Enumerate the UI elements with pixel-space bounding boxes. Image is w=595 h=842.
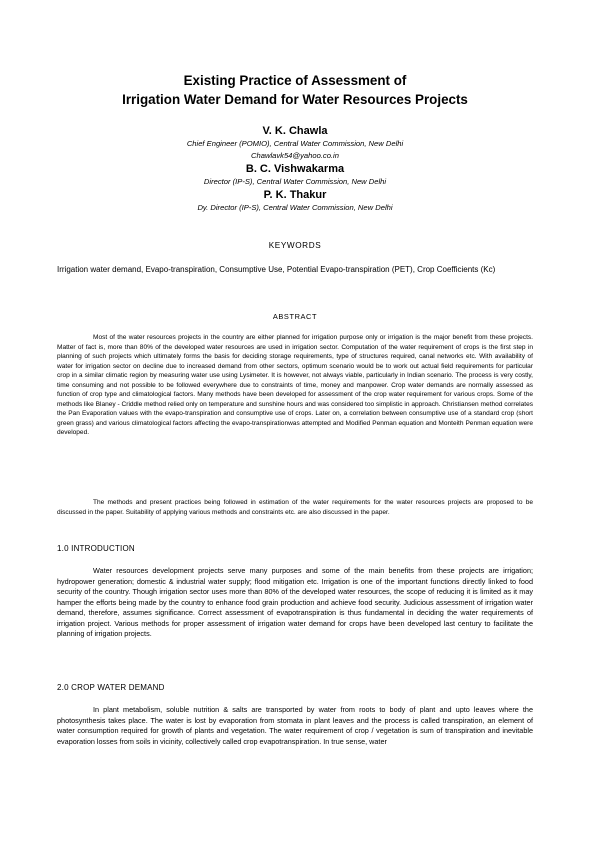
abstract-paragraph-2: The methods and present practices being followed in estimation of the water requirements for the water resources projects are proposed to be discussed in the paper. Suitability of applying various methods and constraints etc. are also discussed in the paper.	[57, 499, 533, 516]
author-affiliation-3: Dy. Director (IP-S), Central Water Commission, New Delhi	[197, 203, 393, 212]
section-heading-crop-water-demand: 2.0 CROP WATER DEMAND	[57, 683, 165, 692]
author-name-2: B. C. Vishwakarma	[245, 163, 345, 175]
title-line-1: Existing Practice of Assessment of	[183, 73, 407, 88]
abstract-heading: ABSTRACT	[272, 312, 318, 321]
author-affiliation-2: Director (IP-S), Central Water Commission, New Delhi	[203, 177, 387, 186]
keywords-heading: KEYWORDS	[268, 241, 322, 250]
section-text-crop-water-demand: In plant metabolism, soluble nutrition & salts are transported by water from roots to body of plant and upto leaves where the photosynthesis takes place. The water is lost by evaporation from stomata in plant leaves and the process is called transpiration, an element of water consumption required for growth of plants and vegetation. The water requirement of crop / vegetation is sum of transpiration and inevitable evaporation losses from soils in vicinity, collectively called crop evapotranspiration. In true sense, water	[57, 705, 533, 746]
section-text-introduction: Water resources development projects serve many purposes and some of the main benefits from these projects are irrigation; hydropower generation; domestic & industrial water supply; flood mitigation etc. Irrigation is one of the important functions directly linked to food security of the country. Though irrigation sector uses more than 80% of the developed water resources, the scope of reducing it is limited as it may hamper the efforts being made by the country to enhance food grain production and achieve food security. Judicious assessment of irrigation water demand, therefore, assumes significance. Correct assessment of evapotranspiration is thus fundamental in deciding the water requirements of irrigation project. Various methods for proper assessment of irrigation water demand for crops have been developed last century to facilitate the planning of irrigation projects.	[57, 566, 533, 638]
author-affiliation-1: Chief Engineer (POMIO), Central Water Commission, New Delhi	[186, 139, 404, 148]
keywords-text: Irrigation water demand, Evapo-transpiration, Consumptive Use, Potential Evapo-transpiration (PET), Crop Coefficients (Kc)	[57, 265, 496, 274]
author-email-1: Chawlavk54@yahoo.co.in	[251, 151, 339, 160]
title-line-2: Irrigation Water Demand for Water Resources Projects	[122, 92, 468, 107]
author-block	[57, 124, 533, 214]
author-name-1: V. K. Chawla	[262, 125, 328, 137]
paper-title	[57, 71, 533, 109]
section-heading-introduction: 1.0 INTRODUCTION	[57, 544, 135, 553]
abstract-paragraph-1: Most of the water resources projects in the country are either planned for irrigation purpose only or irrigation is the major benefit from these projects. Matter of fact is, more than 80% of the developed water resources are used in irrigation sector. Computation of the water requirement of crops is the first step in planning of such projects which ultimately forms the basis for deciding storage requirements, type of structures required, canal networks etc. With availability of water for irrigation sector on decline due to increased demand from other sectors, optimum scenario would be to work out actual field requirements for particular crop in a similar climatic region by measuring water use using Lysimeter. It is however, not always viable, particularly in Indian scenario. The process is very costly, time consuming and not possible to be followed everywhere due to constraints of time, money and manpower. Crop water demands are normally assessed as function of crop type and climatological factors. Many methods have been developed for assessment of the crop water requirement for various crops. Some of the methods like Blaney - Criddle method relied only on temperature and sunshine hours and was considered too simplistic in approach. Christiansen method correlates the Pan Evaporation values with the evapo-transpiration and consumptive use of crops. Later on, a correlation between consumptive use of a standard crop (short green grass) and various climatological factors affecting the evapo-transpirationwas attempted and Modified Penman equation and Monteith Penman equation were developed.	[57, 334, 533, 437]
author-name-3: P. K. Thakur	[263, 189, 327, 201]
